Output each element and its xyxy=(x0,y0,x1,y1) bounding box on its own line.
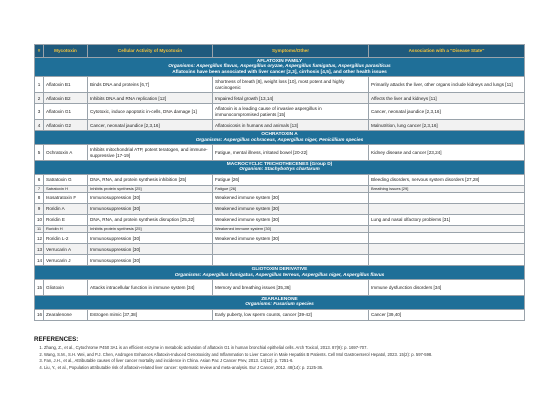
row-number: 4 xyxy=(35,120,44,131)
symptoms-cell: Weakened immune system [30] xyxy=(213,233,369,244)
disease-state-cell: Bleeding disorders, nervous system disorders [27,28] xyxy=(369,174,525,185)
mycotoxin-name: Verrucarin A xyxy=(44,244,88,255)
references-section xyxy=(34,336,534,371)
row-number: 15 xyxy=(35,280,44,296)
section-header-row xyxy=(35,266,525,280)
table-row xyxy=(35,204,525,215)
symptoms-cell: Early puberty, low sperm counts, cancer [39-42] xyxy=(213,309,369,320)
row-number: 10 xyxy=(35,215,44,226)
table-row xyxy=(35,233,525,244)
table-row xyxy=(35,174,525,185)
cellular-activity-cell: DNA, RNA, and protein synthesis inhibition [25] xyxy=(88,174,213,185)
cellular-activity-cell: Inhibits DNA and RNA replication [12] xyxy=(88,93,213,104)
disease-state-cell: Malnutrition, lung cancer [2,3,16] xyxy=(369,120,525,131)
section-title: AFLATOXIN FAMILY xyxy=(256,59,303,64)
symptoms-cell: Memory and breathing issues [35,36] xyxy=(213,280,369,296)
reference-item: 4. Liu, Y., et al., Population attributable risk of aflatoxin-related liver cancer: systematic review and meta-analysis. Eur J Cancer, 2012. 48(14): p. 2125-36. xyxy=(44,365,534,370)
row-number: 8 xyxy=(35,193,44,204)
section-title: MACROCYCLIC TRICHOTHECENES (Group D) xyxy=(226,162,333,168)
symptoms-cell: Aflatoxicosis in humans and animals [13] xyxy=(213,120,369,131)
section-title: ZEARALENONE xyxy=(261,297,298,303)
section-header-row xyxy=(35,161,525,175)
cellular-activity-cell: Cancer, neonatal jaundice [2,3,16] xyxy=(88,120,213,131)
section-organisms: Organisms: Aspergillus fumigatus, Aspergillus terreus, Aspergillus niger, Aspergillus flavus xyxy=(174,272,385,278)
section-organisms: Organisms: Aspergillus ochraceus, Aspergillus niger, Penicillium species xyxy=(195,137,364,143)
table-row xyxy=(35,145,525,161)
section-header-row xyxy=(35,296,525,310)
section-header-row xyxy=(35,131,525,145)
table-header-row xyxy=(35,45,525,58)
disease-state-cell: Lung and nasal olfactory problems [31] xyxy=(369,215,525,226)
disease-state-cell: Cancer, neonatal jaundice [2,3,16] xyxy=(369,104,525,120)
mycotoxin-name: Satratoxin H xyxy=(44,185,88,192)
row-number: 11 xyxy=(35,226,44,233)
cellular-activity-cell: Immunosuppression [30] xyxy=(88,255,213,266)
row-number: 14 xyxy=(35,255,44,266)
cellular-activity-cell: Immunosuppression [30] xyxy=(88,244,213,255)
mycotoxin-name: Satratoxin G xyxy=(44,174,88,185)
disease-state-cell: Breathing issues [29] xyxy=(369,185,525,192)
row-number: 12 xyxy=(35,233,44,244)
section-header xyxy=(35,266,525,280)
table-row xyxy=(35,244,525,255)
mycotoxin-name: Roridin H xyxy=(44,226,88,233)
symptoms-cell: Weakened immune system [30] xyxy=(213,204,369,215)
disease-state-cell xyxy=(369,244,525,255)
mycotoxin-table xyxy=(34,44,525,321)
row-number: 3 xyxy=(35,104,44,120)
symptoms-cell: Fatigue, mental illness, irritated bowel [20-22] xyxy=(213,145,369,161)
section-title: OCHRATOXIN A xyxy=(261,132,298,138)
row-number: 7 xyxy=(35,185,44,192)
row-number: 2 xyxy=(35,93,44,104)
mycotoxin-name: Roridin L-2 xyxy=(44,233,88,244)
disease-state-cell: Affects the liver and kidneys [11] xyxy=(369,93,525,104)
row-number: 6 xyxy=(35,174,44,185)
cellular-activity-cell: Immunosuppression [30] xyxy=(88,233,213,244)
table-row xyxy=(35,226,525,233)
disease-state-cell: Cancer [39,40] xyxy=(369,309,525,320)
row-number: 5 xyxy=(35,145,44,161)
table-row xyxy=(35,309,525,320)
disease-state-cell xyxy=(369,255,525,266)
table-row xyxy=(35,77,525,93)
mycotoxin-name: Aflatoxin G1 xyxy=(44,104,88,120)
symptoms-cell xyxy=(213,244,369,255)
reference-item: 2. Wang, S.M., S.H. Wei, and P.J. Chen, Androgen Enhances Aflatoxin-Induced Genotoxicity and Inflammation to Liver Cancer in Male Hepatitis B Patients. Cell Mol Gastroenterol Hepatol, 2023. 15(2): p. 597-598. xyxy=(44,352,534,357)
section-note: Aflatoxins have been associated with liver cancer [2,3], cirrhosis [4,5], and other health issues xyxy=(172,69,387,75)
cellular-activity-cell: Inhibits protein synthesis [25] xyxy=(88,226,213,233)
mycotoxin-name: Aflatoxin G2 xyxy=(44,120,88,131)
row-number: 1 xyxy=(35,77,44,93)
table-row xyxy=(35,255,525,266)
section-header xyxy=(35,58,525,77)
section-organisms: Organisms: Aspergillus flavus, Aspergillus oryzae, Aspergillus fumigatus, Aspergillus parasiticus xyxy=(168,64,391,70)
mycotoxin-name: Roridin E xyxy=(44,215,88,226)
mycotoxin-name: Zearalenone xyxy=(44,309,88,320)
symptoms-cell: Shortness of breath [8], weight loss [10], most potent and highly carcinogenic xyxy=(213,77,369,93)
mycotoxin-name: Verrucarin J xyxy=(44,255,88,266)
row-number: 13 xyxy=(35,244,44,255)
mycotoxin-name: Ochratoxin A xyxy=(44,145,88,161)
reference-item: 3. Fan, J.H., et al., Attributable causes of liver cancer mortality and incidence in China. Asian Pac J Cancer Prev, 2013. 14(12): p. 7251-6. xyxy=(44,358,534,363)
table-row xyxy=(35,104,525,120)
row-number: 9 xyxy=(35,204,44,215)
cellular-activity-cell: Cytotoxic, induce apoptotic in-cells, DNA damage [1] xyxy=(88,104,213,120)
symptoms-cell: Fatigue [26] xyxy=(213,174,369,185)
section-organisms: Organisms: Fusarium species xyxy=(245,302,314,308)
disease-state-cell: Immune dysfunction disorders [34] xyxy=(369,280,525,296)
references-list xyxy=(34,345,534,370)
disease-state-cell xyxy=(369,226,525,233)
col-header-symptoms: Symptoms/Other xyxy=(213,45,369,58)
mycotoxin-name: Aflatoxin B2 xyxy=(44,93,88,104)
cellular-activity-cell: Attacks intracellular function in immune system [34] xyxy=(88,280,213,296)
table-row xyxy=(35,193,525,204)
disease-state-cell xyxy=(369,204,525,215)
references-title: REFERENCES: xyxy=(34,336,79,343)
cellular-activity-cell: Inhibits protein synthesis [25] xyxy=(88,185,213,192)
disease-state-cell: Kidney disease and cancer [23,24] xyxy=(369,145,525,161)
symptoms-cell: Weakened immune system [30] xyxy=(213,193,369,204)
disease-state-cell xyxy=(369,233,525,244)
cellular-activity-cell: Immunosuppression [30] xyxy=(88,204,213,215)
section-title: GLIOTOXIN DERIVATIVE xyxy=(251,267,308,273)
mycotoxin-name: Aflatoxin B1 xyxy=(44,77,88,93)
mycotoxin-name: Gliotoxin xyxy=(44,280,88,296)
symptoms-cell: Impaired fetal growth [13,14] xyxy=(213,93,369,104)
section-header xyxy=(35,161,525,175)
col-header-mycotoxin: Mycotoxin xyxy=(44,45,88,58)
mycotoxin-name: Isosatratoxin F xyxy=(44,193,88,204)
cellular-activity-cell: DNA, RNA, and protein synthesis disruption [25,32] xyxy=(88,215,213,226)
cellular-activity-cell: Immunosuppression [30] xyxy=(88,193,213,204)
disease-state-cell: Primarily attacks the liver, other organs include kidneys and lungs [11] xyxy=(369,77,525,93)
disease-state-cell xyxy=(369,193,525,204)
col-header-disease-state: Association with a "Disease State" xyxy=(369,45,525,58)
section-header-row xyxy=(35,58,525,77)
symptoms-cell: Weakened immune system [30] xyxy=(213,226,369,233)
section-header xyxy=(35,296,525,310)
table-row xyxy=(35,280,525,296)
cellular-activity-cell: Inhibits mitochondrial ATP, potent teratogen, and immune-suppressive [17-19] xyxy=(88,145,213,161)
cellular-activity-cell: Binds DNA and proteins [6,7] xyxy=(88,77,213,93)
section-organisms: Organism: Stachybotrys chartarum xyxy=(239,167,320,173)
mycotoxin-name: Roridin A xyxy=(44,204,88,215)
table-row xyxy=(35,93,525,104)
cellular-activity-cell: Estrogen mimic [37,38] xyxy=(88,309,213,320)
symptoms-cell: Fatigue [26] xyxy=(213,185,369,192)
col-header-cellular-activity: Cellular Activity of Mycotoxin xyxy=(88,45,213,58)
table-row xyxy=(35,185,525,192)
symptoms-cell: Aflatoxin is a leading cause of invasive aspergillus in immunocompromised patients [15] xyxy=(213,104,369,120)
row-number: 16 xyxy=(35,309,44,320)
table-body xyxy=(35,58,525,321)
reference-item: 1. Zhang, Z., et al., Cytochrome P450 3A1 is an efficient enzyme in metabolic activation of aflatoxin G1 in human bronchial epithelial cells. Arch Toxicol, 2013. 87(9): p. 1697-707. xyxy=(44,345,534,350)
col-header-number: # xyxy=(35,45,44,58)
table-row xyxy=(35,120,525,131)
table-row xyxy=(35,215,525,226)
symptoms-cell: Weakened immune system [30] xyxy=(213,215,369,226)
section-header xyxy=(35,131,525,145)
symptoms-cell xyxy=(213,255,369,266)
